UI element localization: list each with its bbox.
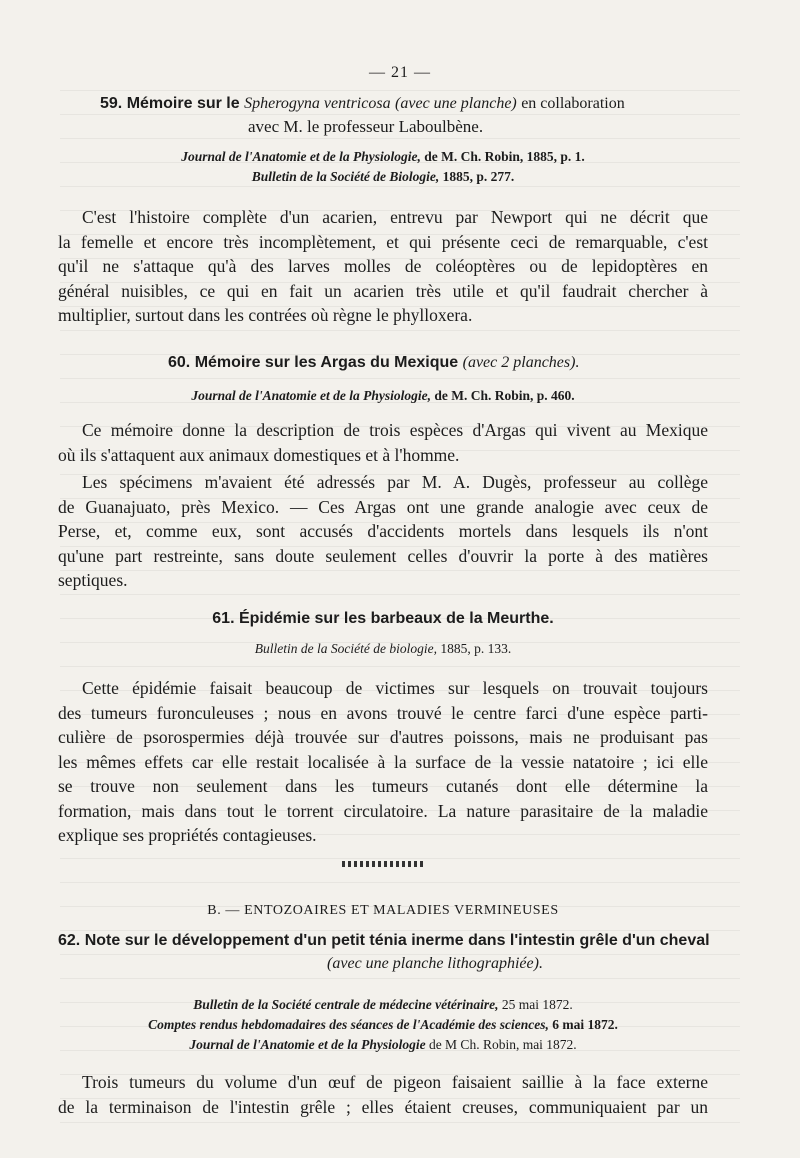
entry-60-title: 60. Mémoire sur les Argas du Mexique (avec 2 planches). — [168, 354, 580, 371]
entry-59-title: 59. Mémoire sur le Spherogyna ventricosa (avec une planche) en collaboration — [100, 95, 625, 112]
section-heading: B. — ENTOZOAIRES ET MALADIES VERMINEUSES — [207, 903, 559, 918]
entry-62-title: 62. Note sur le développement d'un petit ténia inerme dans l'intestin grêle d'un cheval — [58, 932, 710, 949]
entry-62-ref-2: Comptes rendus hebdomadaires des séances de l'Académie des sciences, 6 mai 1872. — [148, 1017, 618, 1032]
entry-60-paragraph-1: Ce mémoire donne la description de trois espèces d'Argas qui vivent au Mexique où ils s'attaquent aux animaux domestiques et à l'homme. — [58, 420, 708, 465]
entry-61-title: 61. Épidémie sur les barbeaux de la Meurthe. — [212, 610, 554, 627]
entry-62-paragraph: Trois tumeurs du volume d'un œuf de pigeon faisaient saillie à la face externe de la terminaison de l'intestin grêle ; elles étaient creuses, communiquaient par un — [58, 1072, 708, 1117]
page-number: — 21 — — [369, 64, 431, 81]
entry-59-paragraph: C'est l'histoire complète d'un acarien, entrevu par Newport qui ne décrit que la femelle et encore très incomplètement, et qui présente ceci de remarquable, c'est qu'il ne s'attaque qu'à des larves molles de coléoptères ou de lepidoptères en général nuisibles, ce qui en fait un acarien très utile et qu'il faudrait chercher à multiplier, surtout dans les contrées où règne le phylloxera. — [58, 207, 708, 325]
entry-60-paragraph-2: Les spécimens m'avaient été adressés par M. A. Dugès, professeur au collège de Guanajuato, près Mexico. — Ces Argas ont une grande analogie avec ceux de Perse, et, comme eux, sont accusés d'accidents mortels dans lesquels ils n'ont qu'une part restreinte, sans doute seulement celles d'ouvrir la porte à des matières septiques. — [58, 472, 708, 590]
entry-59-ref-2: Bulletin de la Société de Biologie, 1885, p. 277. — [251, 169, 515, 184]
decorative-divider — [342, 861, 426, 867]
entry-61-paragraph: Cette épidémie faisait beaucoup de victimes sur lesquels on trouvait toujours des tumeurs furonculeuses ; nous en avons trouvé le centre farci d'une espèce parti- culière de psorospermies déjà trouvée sur d'autres poissons, mais ne produisant pas les mêmes effets car elle restait localisée à la surface de la vessie natatoire ; ici elle se trouve non seulement dans les tumeurs cutanés dont elle détermine la formation, mais dans tout le torrent circulatoire. La nature parasitaire de la maladie explique ses propriétés contagieuses. — [58, 678, 708, 845]
entry-59-ref-1: Journal de l'Anatomie et de la Physiologie, de M. Ch. Robin, 1885, p. 1. — [181, 149, 585, 164]
entry-62-ref-3: Journal de l'Anatomie et de la Physiologie de M Ch. Robin, mai 1872. — [189, 1037, 577, 1052]
entry-60-ref: Journal de l'Anatomie et de la Physiologie, de M. Ch. Robin, p. 460. — [191, 388, 575, 403]
entry-62-subtitle: (avec une planche lithographiée). — [327, 955, 543, 972]
entry-61-ref: Bulletin de la Société de biologie, 1885, p. 133. — [254, 641, 512, 656]
entry-59-coauthor: avec M. le professeur Laboulbène. — [248, 117, 484, 136]
entry-62-ref-1: Bulletin de la Société centrale de médecine vétérinaire, 25 mai 1872. — [193, 997, 573, 1012]
